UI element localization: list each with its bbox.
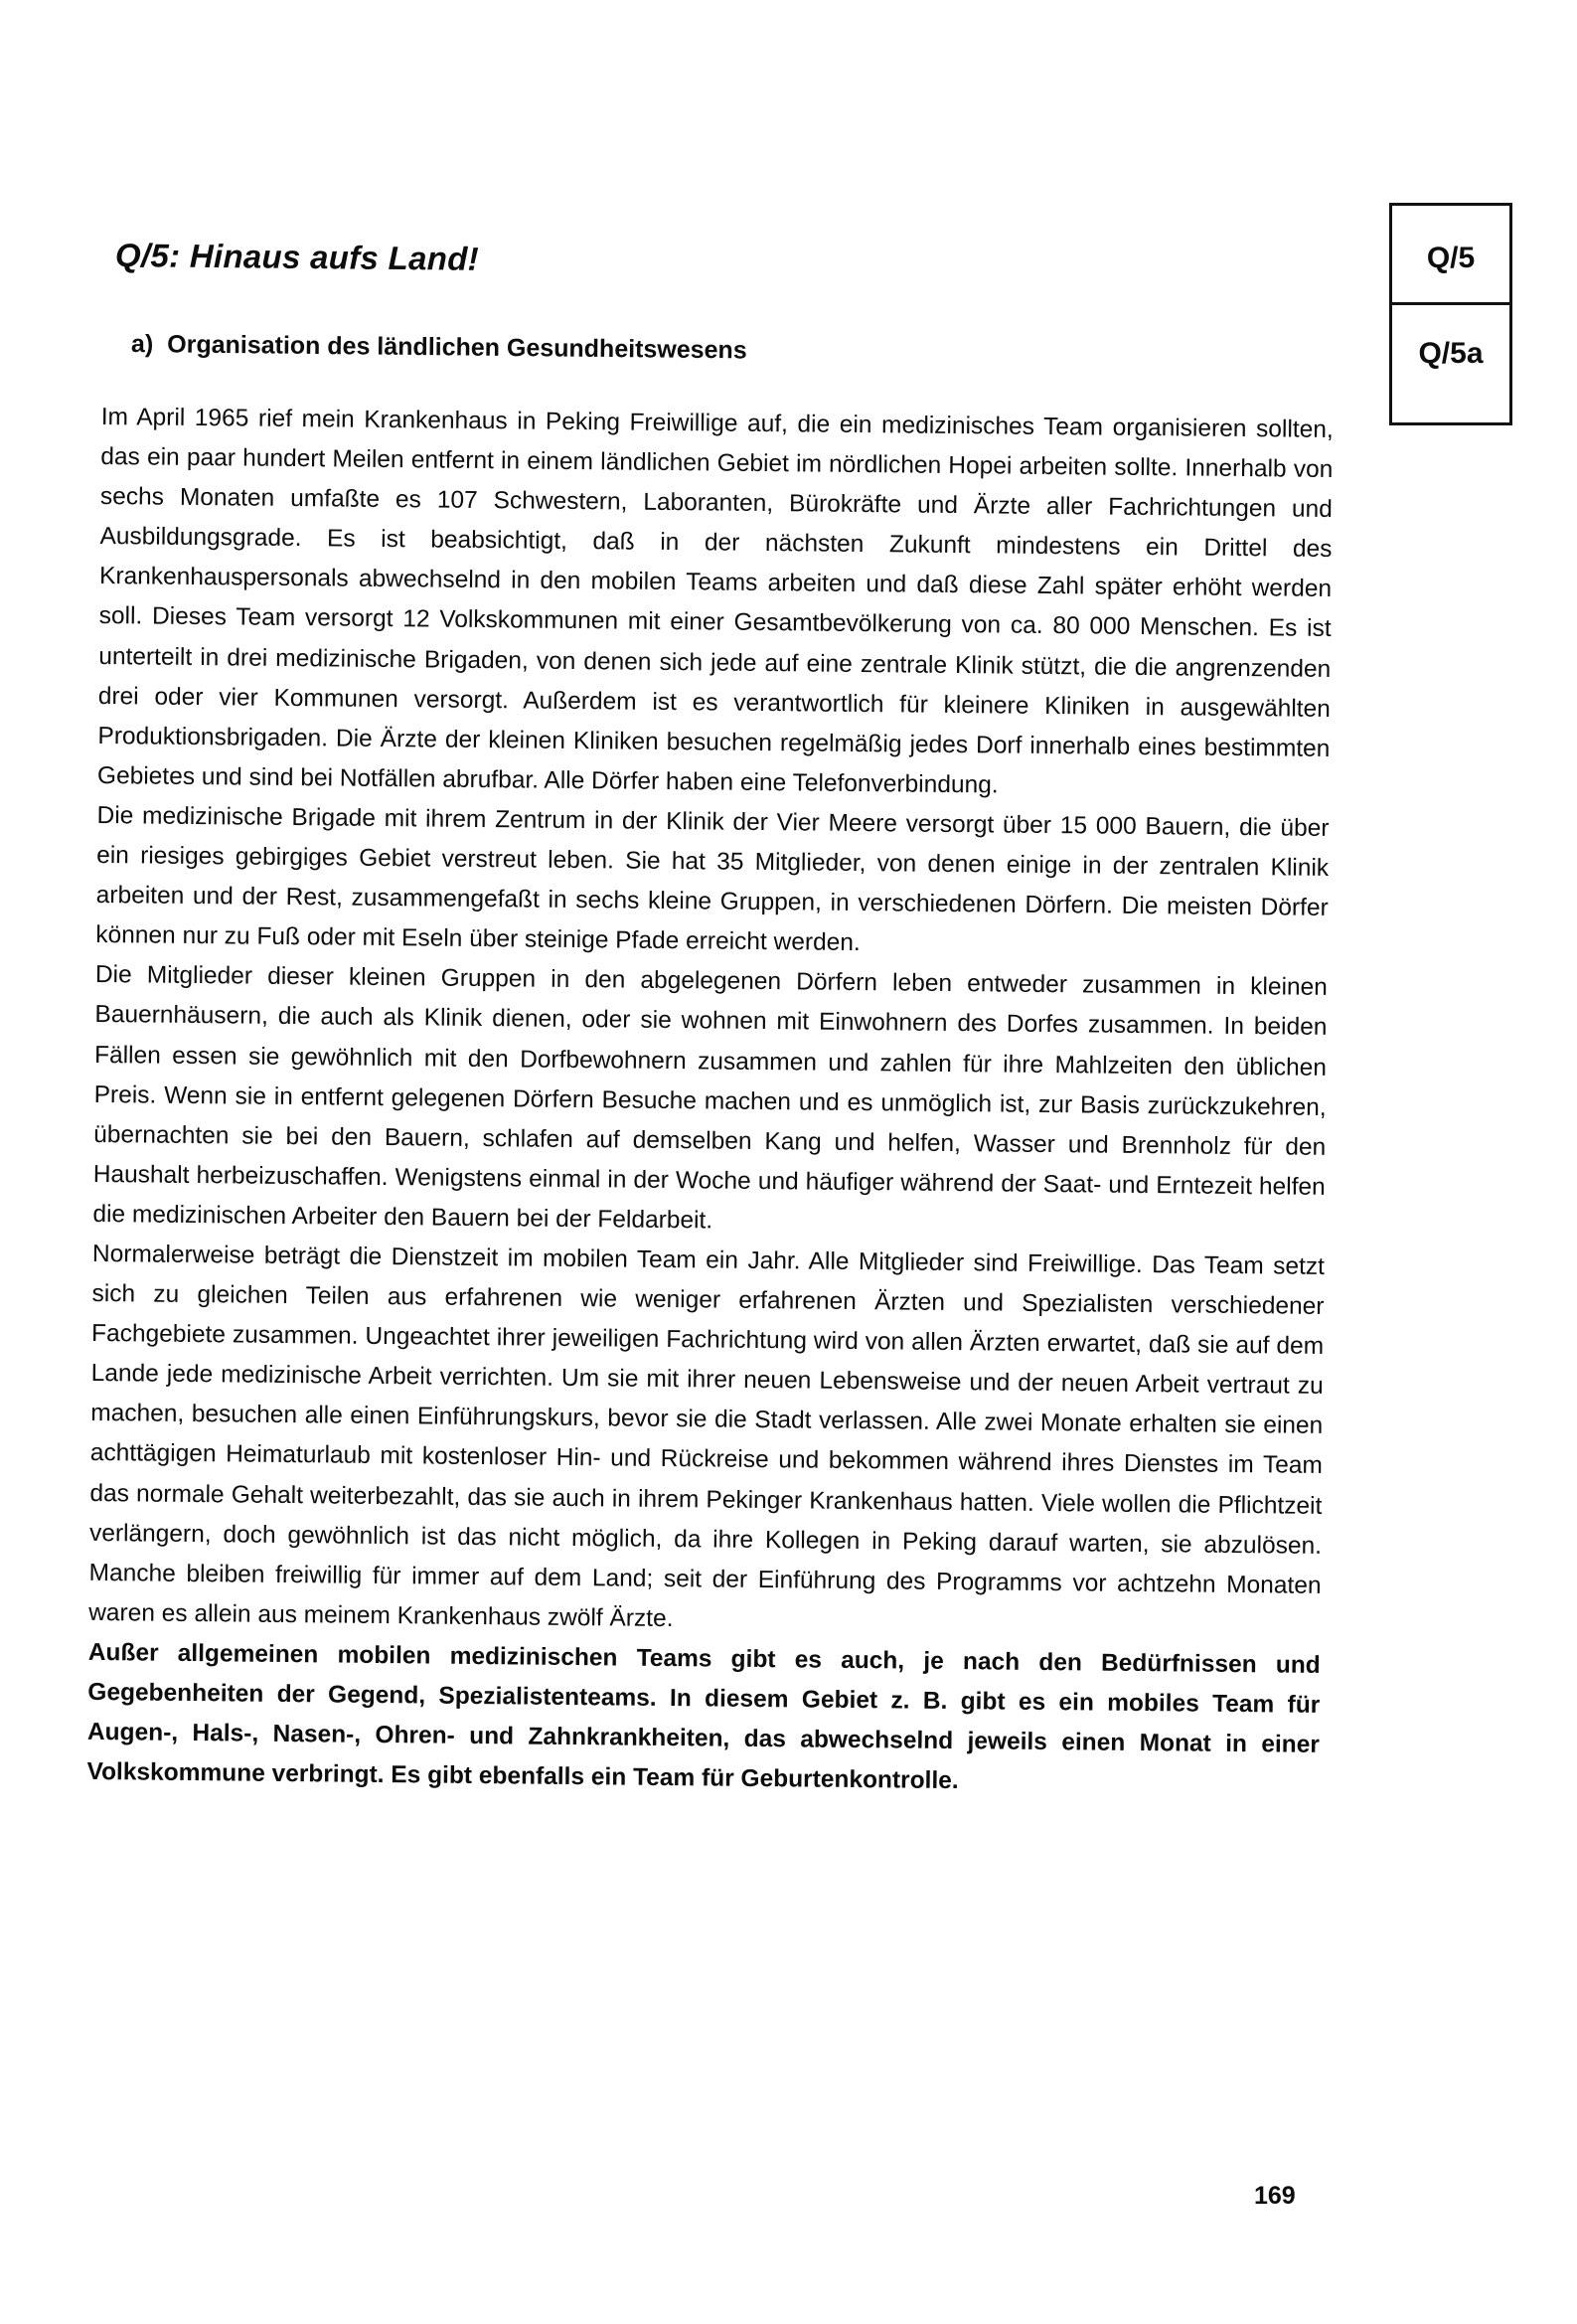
body-text bbox=[86, 398, 1334, 1805]
subsection-marker: a) bbox=[130, 330, 154, 359]
margin-index-tabs bbox=[1389, 203, 1512, 425]
paragraph: Außer allgemeinen mobilen medizinischen Teams gibt es auch, je nach den Bedürfnissen und Gegebenheiten der Gegend, Spezialistenteams. In diesem Gebiet z. B. gibt es ein mobiles Team für Augen-, Hals-, Nasen-, Ohren- und Zahnkrankheiten, das abwechselnd jeweils einen Monat in einer Volkskommune verbringt. Es gibt ebenfalls ein Team für Geburtenkontrolle. bbox=[86, 1638, 1321, 1795]
section-title: Q/5: Hinaus aufs Land! bbox=[114, 237, 480, 277]
subsection-heading bbox=[131, 330, 747, 365]
paragraph: Normalerweise beträgt die Dienstzeit im mobilen Team ein Jahr. Alle Mitglieder sind Freiwillige. Das Team setzt sich zu gleichen Teilen aus erfahrenen wie weniger erfahrenen Ärzten und Spezialisten verschiedener Fachgebiete zusammen. Ungeachtet ihrer jeweiligen Fachrichtung wird von allen Ärzten erwartet, daß sie auf dem Lande jede medizinische Arbeit verrichten. Um sie mit ihrer neuen Lebensweise und der neuen Arbeit vertraut zu machen, besuchen alle einen Einführungskurs, bevor sie die Stadt verlassen. Alle zwei Monate erhalten sie einen achttägigen Heimaturlaub mit kostenloser Hin- und Rückreise und bekommen während ihres Dienstes im Team das normale Gehalt weiterbezahlt, das sie auch in ihrem Pekinger Krankenhaus hatten. Viele wollen die Pflichtzeit verlängern, doch gewöhnlich ist das nicht möglich, da ihre Kollegen in Peking darauf warten, sie abzulösen. Manche bleiben freiwillig für immer auf dem Land; seit der Einführung des Programms vor achtzehn Monaten waren es allein aus meinem Krankenhaus zwölf Ärzte. bbox=[88, 1240, 1326, 1632]
page-number: 169 bbox=[1254, 2182, 1296, 2210]
paragraph: Die medizinische Brigade mit ihrem Zentrum in der Klinik der Vier Meere versorgt über 15 000 Bauern, die über ein riesiges gebirgiges Gebiet verstreut leben. Sie hat 35 Mitglieder, von denen einige in der zentralen Klinik arbeiten und der Rest, zusammengefaßt in sechs kleine Gruppen, in verschiedenen Dörfern. Die meisten Dörfer können nur zu Fuß oder mit Eseln über steinige Pfade erreicht werden. bbox=[95, 801, 1330, 957]
paragraph: Die Mitglieder dieser kleinen Gruppen in den abgelegenen Dörfern leben entweder zusammen in kleinen Bauernhäusern, die auch als Klinik dienen, oder sie wohnen mit Einwohnern des Dorfes zusammen. In beiden Fällen essen sie gewöhnlich mit den Dorfbewohnern zusammen und zahlen für ihre Mahlzeiten den üblichen Preis. Wenn sie in entfernt gelegenen Dörfern Besuche machen und es unmöglich ist, zur Basis zurückzukehren, übernachten sie bei den Bauern, schlafen auf demselben Kang und helfen, Wasser und Brennholz für den Haushalt herbeizuschaffen. Wenigstens einmal in der Woche und häufiger während der Saat- und Erntezeit helfen die medizinischen Arbeiter den Bauern bei der Feldarbeit. bbox=[92, 961, 1328, 1235]
subsection-title: Organisation des ländlichen Gesundheitswesens bbox=[167, 330, 747, 365]
index-tab-q5: Q/5 bbox=[1392, 206, 1509, 305]
paragraph: Im April 1965 rief mein Krankenhaus in Peking Freiwillige auf, die ein medizinisches Team organisieren sollten, das ein paar hundert Meilen entfernt in einem ländlichen Gebiet im nördlichen Hopei arbeiten sollte. Innerhalb von sechs Monaten umfaßte es 107 Schwestern, Laboranten, Bürokräfte und Ärzte aller Fachrichtungen und Ausbildungsgrade. Es ist beabsichtigt, daß in der nächsten Zukunft mindestens ein Drittel des Krankenhauspersonals abwechselnd in den mobilen Teams arbeiten und daß diese Zahl später erhöht werden soll. Dieses Team versorgt 12 Volkskommunen mit einer Gesamtbevölkerung von ca. 80 000 Menschen. Es ist unterteilt in drei medizinische Brigaden, von denen sich jede auf eine zentrale Klinik stützt, die die angrenzenden drei oder vier Kommunen versorgt. Außerdem ist es verantwortlich für kleinere Kliniken in ausgewählten Produktionsbrigaden. Die Ärzte der kleinen Kliniken besuchen regelmäßig jedes Dorf innerhalb eines bestimmten Gebietes und sind bei Notfällen abrufbar. Alle Dörfer haben eine Telefonverbindung. bbox=[96, 403, 1334, 799]
index-tab-q5a: Q/5a bbox=[1418, 337, 1484, 370]
